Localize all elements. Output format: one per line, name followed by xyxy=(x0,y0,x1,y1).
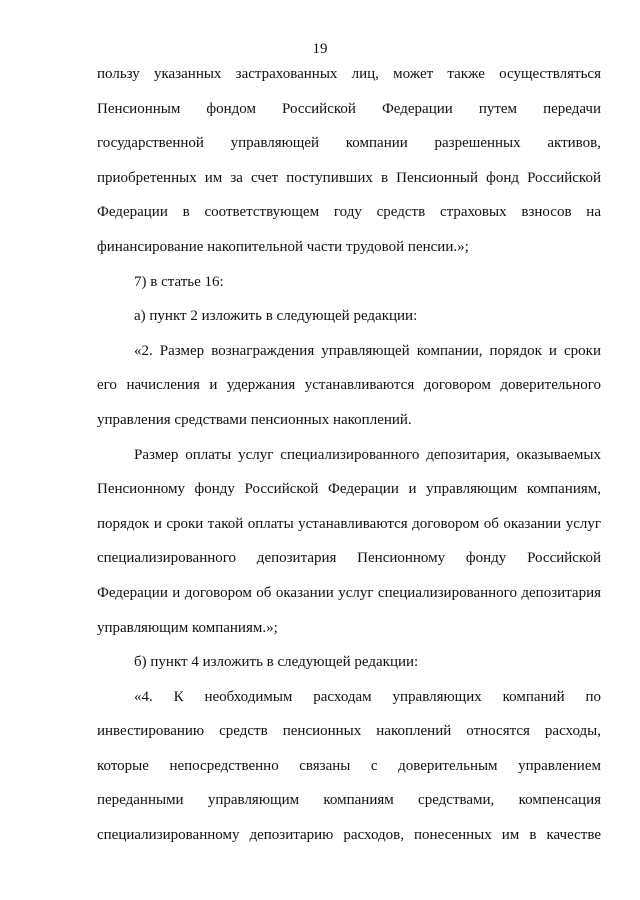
text-line: специализированного депозитария Пенсионному фонду Российской xyxy=(97,550,601,567)
text-line: Пенсионному фонду Российской Федерации и управляющим компаниям, xyxy=(97,481,601,498)
text-line: которые непосредственно связаны с доверительным управлением xyxy=(97,757,601,774)
body-text xyxy=(97,57,601,853)
text-line: управления средствами пенсионных накоплений. xyxy=(97,411,412,428)
text-line: инвестированию средств пенсионных накоплений относятся расходы, xyxy=(97,723,601,740)
text-line: переданными управляющим компаниям средствами, компенсация xyxy=(97,792,601,809)
page-number: 19 xyxy=(312,41,328,57)
text-line: его начисления и удержания устанавливаются договором доверительного xyxy=(97,377,601,394)
text-line: 7) в статье 16: xyxy=(134,273,224,290)
text-line: б) пункт 4 изложить в следующей редакции: xyxy=(134,654,419,671)
text-line: «4. К необходимым расходам управляющих компаний по xyxy=(134,688,601,705)
text-line: пользу указанных застрахованных лиц, может также осуществляться xyxy=(97,66,601,82)
text-line: финансирование накопительной части трудовой пенсии.»; xyxy=(97,238,469,255)
text-line: Федерации в соответствующем году средств страховых взносов на xyxy=(97,204,601,221)
text-line: государственной управляющей компании разрешенных активов, xyxy=(97,135,601,152)
text-line: Пенсионным фондом Российской Федерации путем передачи xyxy=(97,100,601,117)
text-line: Федерации и договором об оказании услуг специализированного депозитария xyxy=(97,584,601,601)
text-line: порядок и сроки такой оплаты устанавливаются договором об оказании услуг xyxy=(97,515,601,532)
text-line: «2. Размер вознаграждения управляющей компании, порядок и сроки xyxy=(134,342,601,359)
text-line: Размер оплаты услуг специализированного депозитария, оказываемых xyxy=(134,446,601,463)
text-line: приобретенных им за счет поступивших в Пенсионный фонд Российской xyxy=(97,169,601,186)
text-line: специализированному депозитарию расходов, понесенных им в качестве xyxy=(97,827,601,844)
text-line: а) пункт 2 изложить в следующей редакции: xyxy=(134,308,418,325)
text-line: управляющим компаниям.»; xyxy=(97,619,278,636)
